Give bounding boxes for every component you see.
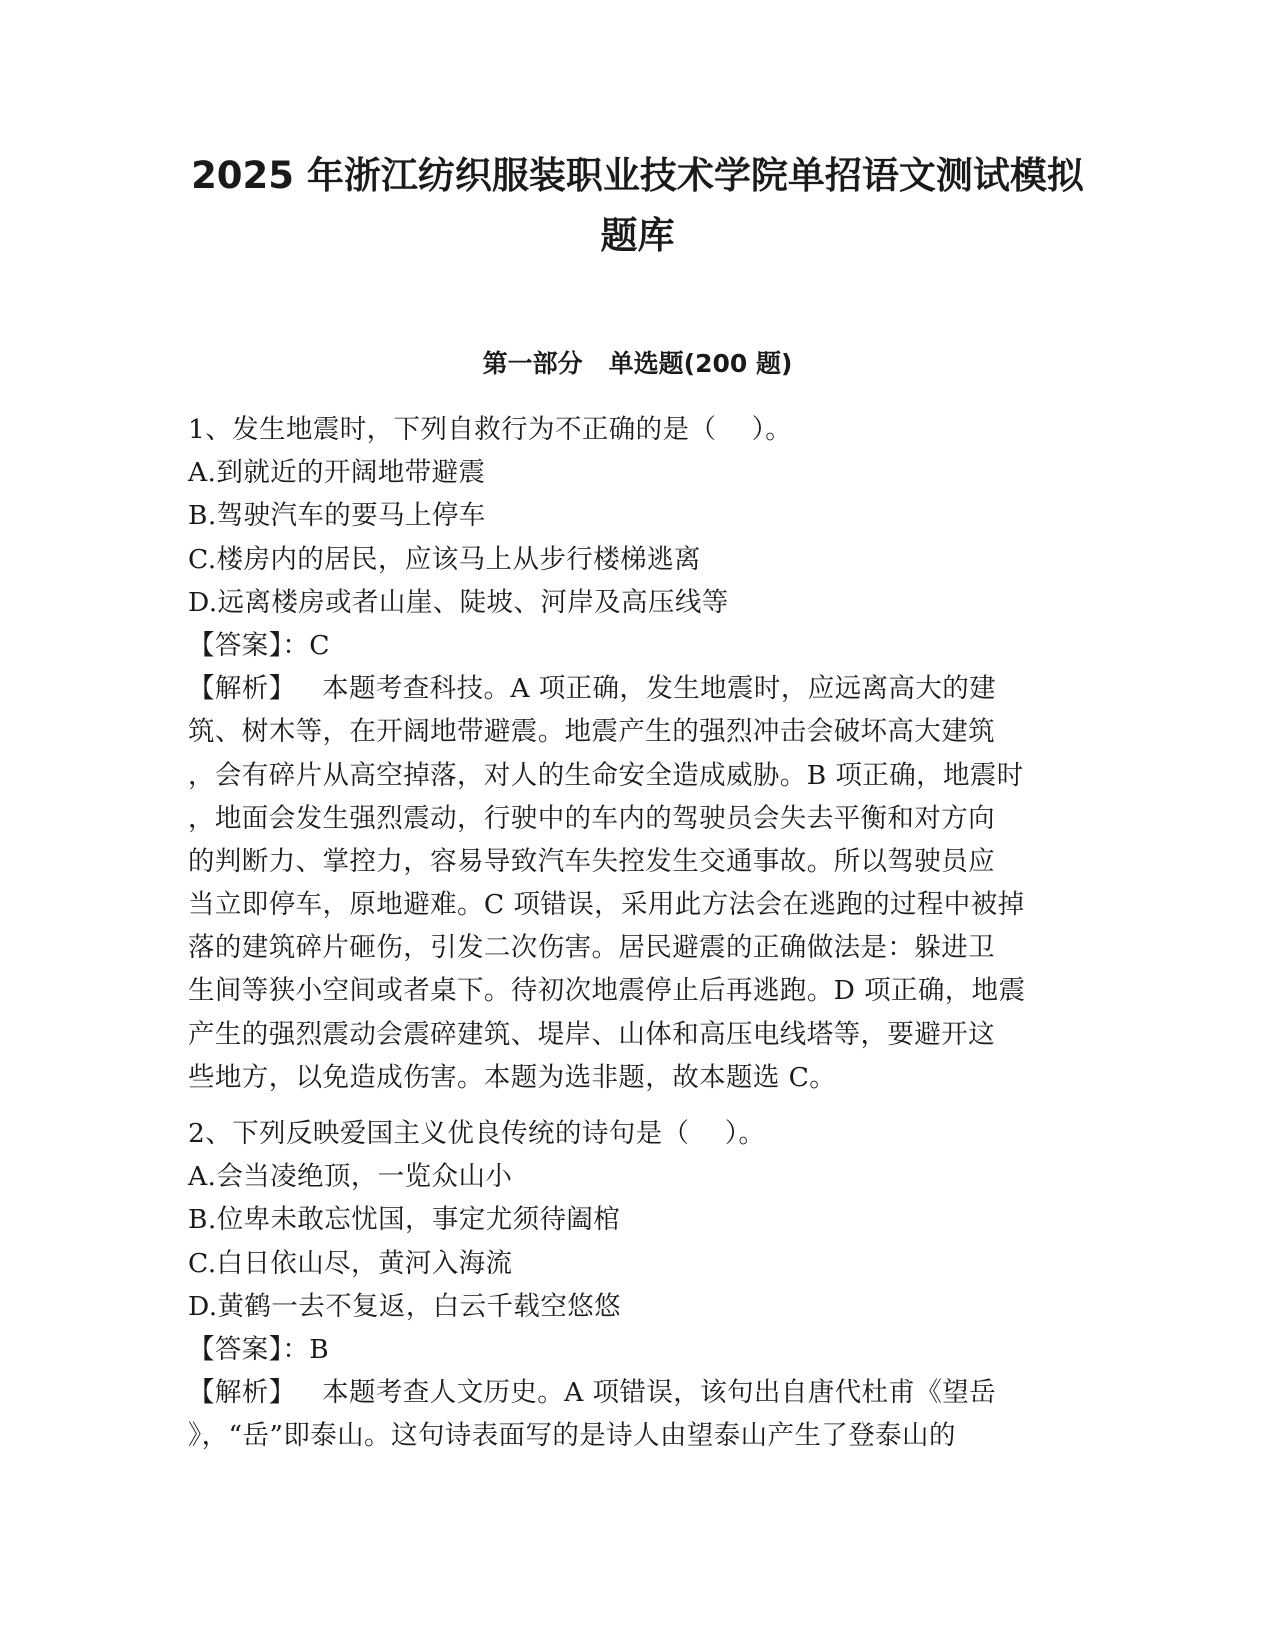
option-a: A.到就近的开阔地带避震 bbox=[188, 457, 486, 489]
option-d: D.黄鹤一去不复返，白云千载空悠悠 bbox=[188, 1290, 622, 1322]
analysis-line: 》，“岳”即泰山。这句诗表面写的是诗人由望泰山产生了登泰山的 bbox=[188, 1420, 956, 1452]
document-title-line-1: 2025 年浙江纺织服装职业技术学院单招语文测试模拟 bbox=[191, 154, 1084, 197]
document-title-line-2: 题库 bbox=[600, 214, 675, 257]
analysis-line: ，会有碎片从高空掉落，对人的生命安全造成威胁。B 项正确，地震时 bbox=[188, 759, 1024, 791]
analysis-line: 当立即停车，原地避难。C 项错误，采用此方法会在逃跑的过程中被掉 bbox=[188, 889, 1025, 921]
question-block bbox=[188, 1112, 1088, 1458]
option-b: B.位卑未敢忘忧国，事定尤须待阖棺 bbox=[188, 1204, 621, 1236]
analysis-line: 些地方，以免造成伤害。本题为选非题，故本题选 C。 bbox=[188, 1061, 837, 1093]
option-c: C.楼房内的居民，应该马上从步行楼梯逃离 bbox=[188, 543, 701, 575]
question-list bbox=[188, 408, 1088, 1458]
analysis-line: 产生的强烈震动会震碎建筑、堤岸、山体和高压电线塔等，要避开这 bbox=[188, 1018, 995, 1050]
option-a: A.会当凌绝顶，一览众山小 bbox=[188, 1161, 513, 1193]
answer-line: 【答案】：C bbox=[188, 629, 330, 661]
answer-line: 【答案】：B bbox=[188, 1333, 330, 1365]
question-gap bbox=[188, 1099, 1088, 1112]
question-stem: 1、发生地震时，下列自救行为不正确的是（ ）。 bbox=[188, 414, 793, 445]
analysis-line: 的判断力、掌控力，容易导致汽车失控发生交通事故。所以驾驶员应 bbox=[188, 845, 995, 877]
option-c: C.白日依山尽，黄河入海流 bbox=[188, 1247, 513, 1279]
analysis-line: 落的建筑碎片砸伤，引发二次伤害。居民避震的正确做法是：躲进卫 bbox=[188, 932, 995, 964]
analysis-paragraph bbox=[188, 1371, 1088, 1457]
option-d: D.远离楼房或者山崖、陡坡、河岸及高压线等 bbox=[188, 586, 729, 618]
analysis-line: ，地面会发生强烈震动，行驶中的车内的驾驶员会失去平衡和对方向 bbox=[188, 802, 995, 834]
option-b: B.驾驶汽车的要马上停车 bbox=[188, 500, 486, 532]
document-title bbox=[140, 146, 1135, 266]
question-block bbox=[188, 408, 1088, 1099]
analysis-line: 筑、树木等，在开阔地带避震。地震产生的强烈冲击会破坏高大建筑 bbox=[188, 716, 995, 748]
analysis-line: 【解析】 本题考查人文历史。A 项错误，该句出自唐代杜甫《望岳 bbox=[188, 1377, 997, 1409]
analysis-line: 生间等狭小空间或者桌下。待初次地震停止后再逃跑。D 项正确，地震 bbox=[188, 975, 1026, 1007]
section-title: 第一部分 单选题(200 题) bbox=[482, 349, 793, 378]
question-stem: 2、下列反映爱国主义优良传统的诗句是（ ）。 bbox=[188, 1118, 766, 1149]
analysis-paragraph bbox=[188, 667, 1088, 1099]
analysis-line: 【解析】 本题考查科技。A 项正确，发生地震时，应远离高大的建 bbox=[188, 673, 997, 705]
